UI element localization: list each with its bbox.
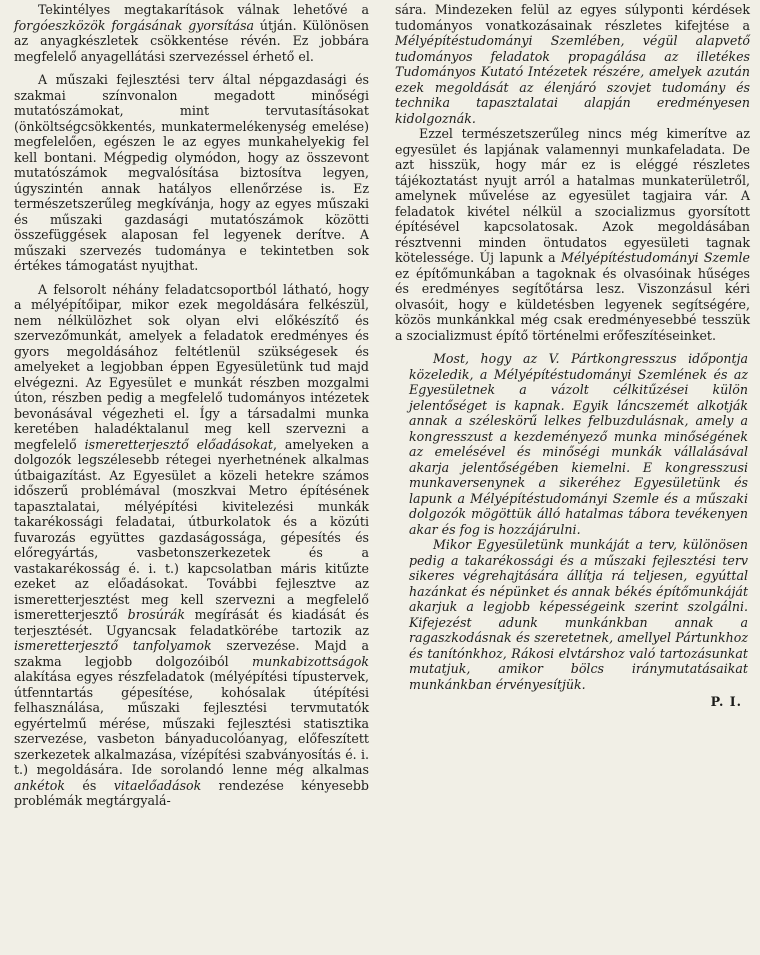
paragraph-continuation: sára. Mindezeken felül az egyes súlyponti kérdések tudományos vonatkozásainak részletes kifejtése a Mélyépítéstudományi Szemlében, végül alapvető tudományos feladatok propagálása az illetékes Tudományos Kutató Intézetek részére, amelyek azután ezek megoldását az élenjáró szovjet tudomány és technika tapasztalatai alapján eredményesen kidolgoznák. — [395, 2, 750, 126]
emphasis-szemle-title: Mélyépítéstudományi Szemle — [560, 250, 750, 265]
paragraph-technical-plan: A műszaki fejlesztési terv által népgazdasági és szakmai színvonalon megadott minőségi mutatószámokat, mint tervutasításokat (önköltségcsökkentés, munkatermelékenység emelése) megfelelően, egészen le az egyes munkahelyekig fel kell bontani. Mégpedig olymódon, hogy az összevont mutatószámok megvalósítása biztosítva legyen, úgyszintén annak hatályos ellenőrzése is. Ez természetszerűleg megkívánja, hogy az egyes műszaki és műszaki gazdasági mutatószámok közötti összefüggések alaposan fel legyenek derítve. A műszaki szervezés tudománya e tekintetben sok értékes támogatást nyujthat. — [14, 72, 369, 273]
emphasis-brosurak: brosúrák — [127, 607, 186, 622]
paragraph-association: Ezzel természetszerűleg nincs még kimerítve az egyesület és lapjának valamennyi munkafeladata. De azt hisszük, hogy már ez is eléggé részletes tájékoztatást nyujt arról a hatalmas munkaterületről, amelynek művelése az egyesület tagjaira vár. A feladatok kivétel nélkül a szocializmus gyorsított építésével kapcsolatosak. Azok megoldásában résztvenni minden öntudatos egyesületi tagnak kötelessége. Új lapunk a Mélyépítéstudományi Szemle ez építőmunkában a tagoknak és olvasóinak hűséges és eredményes segítőtársa lesz. Viszonzásul kéri olvasóit, hogy e küldetésben legyenek segítségére, közös munkánkkal még csak eredményesebbé tesszük a szocializmust építő történelmi erőfeszítéseinket. — [395, 126, 750, 343]
emphasis-eloadasok: ismeretterjesztő előadásokat — [84, 436, 273, 452]
emphasis-vitaeloadasok: vitaelőadások — [113, 777, 202, 793]
author-signature: P. I. — [710, 694, 742, 709]
emphasis-munkabizottsagok: munkabizottságok — [252, 653, 369, 669]
left-column — [14, 2, 369, 955]
emphasis-szemle: Mélyépítéstudományi Szemlében, végül alapvető tudományos feladatok propagálása az illetékes Tudományos Kutató Intézetek részére, amelyek azután ezek megoldását az élenjáró szovjet tudomány és technika tapasztalatai alapján eredményesen kidolgoznák. — [395, 33, 750, 126]
emphasis-tanfolyamok: ismeretterjesztő tanfolyamok — [14, 638, 212, 653]
paragraph-congress: Most, hogy az V. Pártkongresszus időpontja közeledik, a Mélyépítéstudományi Szemlének és az Egyesületnek a vázolt célkitűzései külön jelentőséget is kapnak. Egyik láncszemét alkotják annak a széleskörű lelkes felbuzdulásnak, amely a kongresszust a kezdeményező munka minőségének az emelésével és minőségi munkák vállalásával akarja jelentőségében kiemelni. E kongresszusi munkaversenynek a sikeréhez Egyesületünk és lapunk a Mélyépítéstudományi Szemle és a műszaki dolgozók mögöttük álló hatalmas tábora tevékenyen akar és fog is hozzájárulni. — [409, 351, 748, 537]
right-column — [395, 2, 750, 955]
emphasis-forgoeszkozok: forgóeszközök forgásának gyorsítása — [14, 17, 255, 33]
paragraph-savings: Tekintélyes megtakarítások válnak lehetővé a forgóeszközök forgásának gyorsítása útján. Különösen az anyagkészletek csökkentése révén. Ez jobbára megfelelő anyagellátási szervezéssel érhető el. — [14, 2, 369, 64]
paragraph-closing: Mikor Egyesületünk munkáját a terv, különösen pedig a takarékossági és a műszaki fejlesztési terv sikeres végrehajtására állítja rá teljesen, egyúttal hazánkat és népünket és annak békés építőmunkáját akarjuk a legjobb képességeink szerint szolgálni. Kifejezést adunk munkánkban annak a ragaszkodásnak és szeretetnek, amellyel Pártunkhoz és tanítónkhoz, Rákosi elvtárshoz való tartozásunkat mutatjuk, amikor bölcs iránymutatásaikat munkánkban érvényesítjük. — [409, 537, 748, 692]
paragraph-tasks: A felsorolt néhány feladatcsoportból látható, hogy a mélyépítőipar, mikor ezek megoldására felkészül, nem nélkülözhet sok olyan elvi előkészítő és szervezőmunkát, amelyek a feladatok eredményes és gyors megoldásához feltétlenül szükségesek és amelyeket a legjobban éppen Egyesületünk tud majd elvégezni. Az Egyesület e munkát részben mozgalmi úton, részben pedig a megfelelő tudományos intézetek bevonásával végezheti el. Így a társadalmi munka keretében haladéktalanul meg kell szervezni a megfelelő ismeretterjesztő előadásokat, amelyeken a dolgozók legszélesebb rétegei nyerhetnének alkalmas útbaigazítást. Az Egyesület a közeli hetekre számos időszerű problémával (moszkvai Metro építésének tapasztalatai, mélyépítési kivitelezési munkák takarékossági feladatai, útburkolatok és a közúti fuvarozás együttes gazdaságossága, gépesítés és előregyártás, vasbetonszerkezetek és a vastakarékosság é. i. t.) kapcsolatban máris kitűzte ezeket az előadásokat. További fejlesztve az ismeretterjesztést meg kell szervezni a megfelelő ismeretterjesztő brosúrák megírását és kiadását és terjesztését. Ugyancsak feladatkörébe tartozik az ismeretterjesztő tanfolyamok szervezése. Majd a szakma legjobb dolgozóiból munkabizottságok alakítása egyes részfeladatok (mélyépítési típustervek, útfenntartás gépesítése, kohósalak útépítési felhasználása, műszaki fejlesztési tervmutatók egyértelmű mérése, műszaki fejlesztési statisztika szervezése, vasbeton bányaducolóanyag, előfeszített szerkezetek alkalmazása, vízépítési szabványosítás é. i. t.) megoldására. Ide sorolandó lenne még alkalmas ankétok és vitaelőadások rendezése kényesebb problémák megtárgyalá- — [14, 281, 369, 808]
emphasis-anketok: ankétok — [14, 777, 65, 793]
